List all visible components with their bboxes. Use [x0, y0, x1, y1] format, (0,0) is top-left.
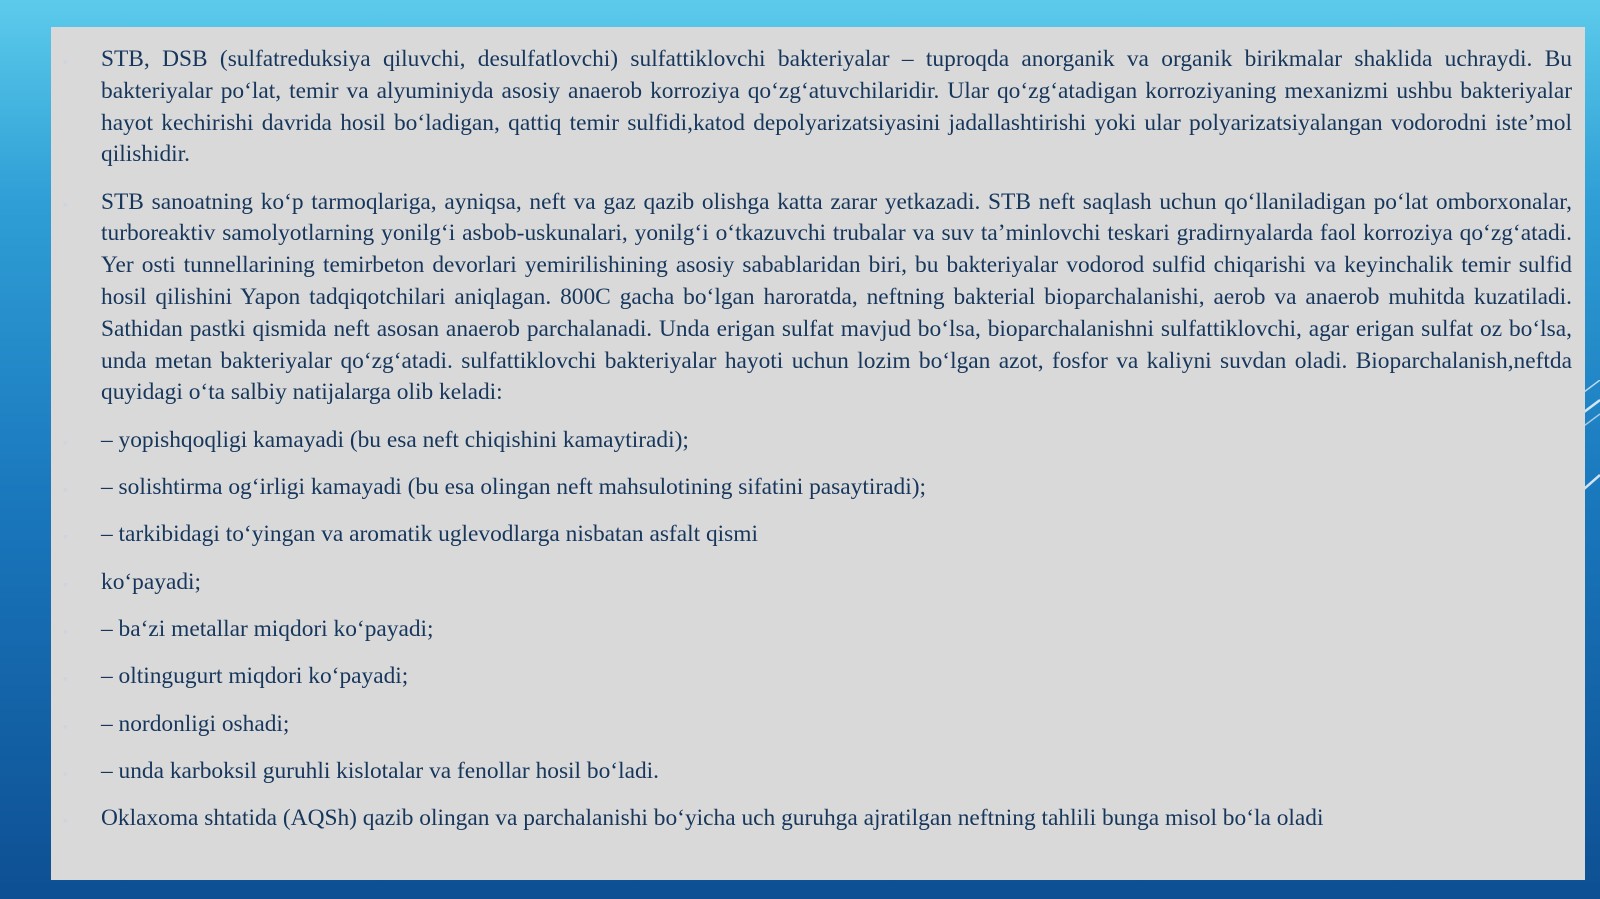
- list-item-text: – yopishqoqligi kamayadi (bu esa neft chiqishini kamaytiradi);: [101, 426, 689, 453]
- paragraph-text: STB, DSB (sulfatreduksiya qiluvchi, desulfatlovchi) sulfattiklovchi bakteriyalar – tuproqda anorganik va organik birikmalar shaklida uchraydi. Bu bakteriyalar po‘lat, temir va alyuminiyda asosiy anaerob korroziya qo‘zg‘atuvchilaridir. Ular qo‘zg‘atadigan korroziyaning mexanizmi ushbu bakteriyalar hayot kechirishi davrida hosil bo‘ladigan, qattiq temir sulfidi,katod depolyarizatsiyasini jadallashtirishi yoki ular polyarizatsiyalangan vodorodni iste’mol qilishidir.: [101, 46, 1572, 168]
- square-bullet-icon: ▪: [63, 577, 68, 593]
- paragraph-text: STB sanoatning ko‘p tarmoqlariga, ayniqsa, neft va gaz qazib olishga katta zarar yetkazadi. STB neft saqlash uchun qo‘llaniladigan po‘lat omborxonalar, turboreaktiv samolyotlarning yonilg‘i asbob-uskunalari, yonilg‘i o‘tkazuvchi trubalar va suv ta’minlovchi teskari gradirnyalarda faol korroziya qo‘zg‘atadi. Yer osti tunnellarining temirbeton devorlari yemirilishining asosiy sabablaridan biri, bu bakteriyalar vodorod sulfid chiqarishi va keyinchalik temir sulfid hosil qilishini Yapon tadqiqotchilari aniqlagan. 800C gacha bo‘lgan haroratda, neftning bakterial bioparchalanishi, aerob va anaerob muhitda kuzatiladi. Sathidan pastki qismida neft asosan anaerob parchalanadi. Unda erigan sulfat mavjud bo‘lsa, bioparchalanishni sulfattiklovchi, agar erigan sulfat oz bo‘lsa, unda metan bakteriyalar qo‘zg‘atadi. sulfattiklovchi bakteriyalar hayoti uchun lozim bo‘lgan azot, fosfor va kaliyni suvdan oladi. Bioparchalanish,neftda quyidagi o‘ta salbiy natijalarga olib keladi:: [101, 188, 1572, 406]
- square-bullet-icon: ▪: [63, 435, 68, 451]
- content-panel: [51, 27, 1585, 880]
- square-bullet-icon: ▪: [63, 672, 68, 688]
- square-bullet-icon: ▪: [63, 530, 68, 546]
- square-bullet-icon: ▪: [63, 766, 68, 782]
- list-item: [63, 661, 1572, 693]
- square-bullet-icon: ▪: [63, 483, 68, 499]
- list-item: [63, 709, 1572, 741]
- list-item-text: – solishtirma og‘irligi kamayadi (bu esa olingan neft mahsulotining sifatini pasaytiradi);: [101, 474, 926, 501]
- slide-text-body: [63, 44, 1572, 850]
- list-item: [63, 472, 1572, 504]
- list-item: [63, 425, 1572, 457]
- square-bullet-icon: ▪: [63, 55, 68, 70]
- list-item: [63, 567, 1572, 599]
- list-item-text: – ba‘zi metallar miqdori ko‘payadi;: [101, 615, 434, 642]
- list-item-text: – nordonligi oshadi;: [101, 710, 290, 737]
- list-item: [63, 756, 1572, 788]
- list-item: [63, 614, 1572, 646]
- list-item-text: – oltingugurt miqdori ko‘payadi;: [101, 663, 409, 690]
- list-item-text: – tarkibidagi to‘yingan va aromatik uglevodlarga nisbatan asfalt qismi: [101, 521, 758, 548]
- paragraph-damage: [63, 187, 1572, 410]
- paragraph-example: [63, 803, 1572, 835]
- paragraph-intro: [63, 44, 1572, 171]
- list-item-text: – unda karboksil guruhli kislotalar va fenollar hosil bo‘ladi.: [101, 757, 660, 784]
- list-item-text: ko‘payadi;: [101, 568, 202, 595]
- paragraph-text: Oklaxoma shtatida (AQSh) qazib olingan va parchalanishi bo‘yicha uch guruhga ajratilgan neftning tahlili bunga misol bo‘la oladi: [101, 805, 1324, 832]
- square-bullet-icon: ▪: [63, 624, 68, 640]
- square-bullet-icon: ▪: [63, 197, 68, 213]
- list-item: [63, 519, 1572, 551]
- square-bullet-icon: ▪: [63, 719, 68, 735]
- square-bullet-icon: ▪: [63, 814, 68, 830]
